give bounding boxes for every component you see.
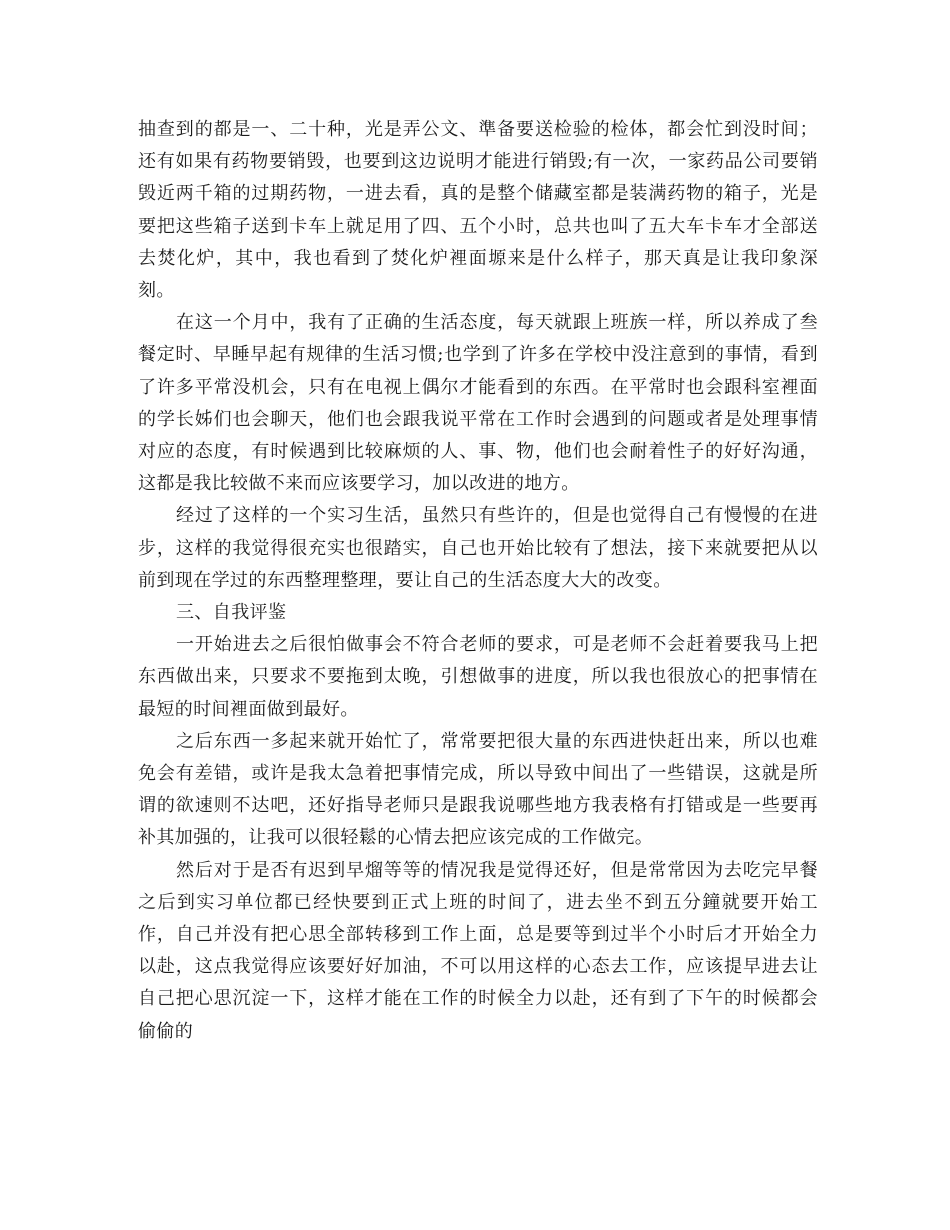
paragraph: 之后东西一多起来就开始忙了，常常要把很大量的东西进快赶出来，所以也难免会有差错，或许是我太急着把事情完成，所以导致中间出了一些错误，这就是所谓的欲速则不达吧，还好指导老师只是跟我说哪些地方我表格有打错或是一些要再补其加强的，让我可以很轻鬆的心情去把应该完成的工作做完。 bbox=[138, 730, 818, 849]
paragraph: 在这一个月中，我有了正确的生活态度，每天就跟上班族一样，所以养成了叁餐定时、早睡早起有规律的生活习惯;也学到了许多在学校中没注意到的事情，看到了许多平常没机会，只有在电视上偶尔才能看到的东西。在平常时也会跟科室裡面的学长姊们也会聊天，他们也会跟我说平常在工作时会遇到的问题或者是处理事情对应的态度，有时候遇到比较麻烦的人、事、物，他们也会耐着性子的好好沟通，这都是我比较做不来而应该要学习，加以改进的地方。 bbox=[138, 312, 818, 495]
document-body bbox=[138, 114, 818, 1048]
paragraph: 然后对于是否有迟到早熘等等的情况我是觉得还好，但是常常因为去吃完早餐之后到实习单位都已经快要到正式上班的时间了，进去坐不到五分鐘就要开始工作，自己并没有把心思全部转移到工作上面，总是要等到过半个小时后才开始全力以赴，这点我觉得应该要好好加油，不可以用这样的心态去工作，应该提早进去让自己把心思沉淀一下，这样才能在工作的时候全力以赴，还有到了下午的时候都会偷偷的 bbox=[138, 859, 818, 1042]
paragraph: 经过了这样的一个实习生活，虽然只有些许的，但是也觉得自己有慢慢的在进步，这样的我觉得很充实也很踏实，自己也开始比较有了想法，接下来就要把从以前到现在学过的东西整理整理，要让自己的生活态度大大的改变。 bbox=[138, 505, 818, 591]
section-heading: 三、自我评鉴 bbox=[176, 602, 287, 624]
paragraph: 抽查到的都是一、二十种，光是弄公文、準备要送检验的检体，都会忙到没时间；还有如果有药物要销毁，也要到这边说明才能进行销毁;有一次，一家药品公司要销毁近两千箱的过期药物，一进去看，真的是整个储藏室都是装满药物的箱子，光是要把这些箱子送到卡车上就足用了四、五个小时，总共也叫了五大车卡车才全部送去焚化炉，其中，我也看到了焚化炉裡面塬来是什么样子，那天真是让我印象深刻。 bbox=[138, 119, 818, 302]
paragraph: 一开始进去之后很怕做事会不符合老师的要求，可是老师不会赶着要我马上把东西做出来，只要求不要拖到太晚，引想做事的进度，所以我也很放心的把事情在最短的时间裡面做到最好。 bbox=[138, 634, 818, 720]
